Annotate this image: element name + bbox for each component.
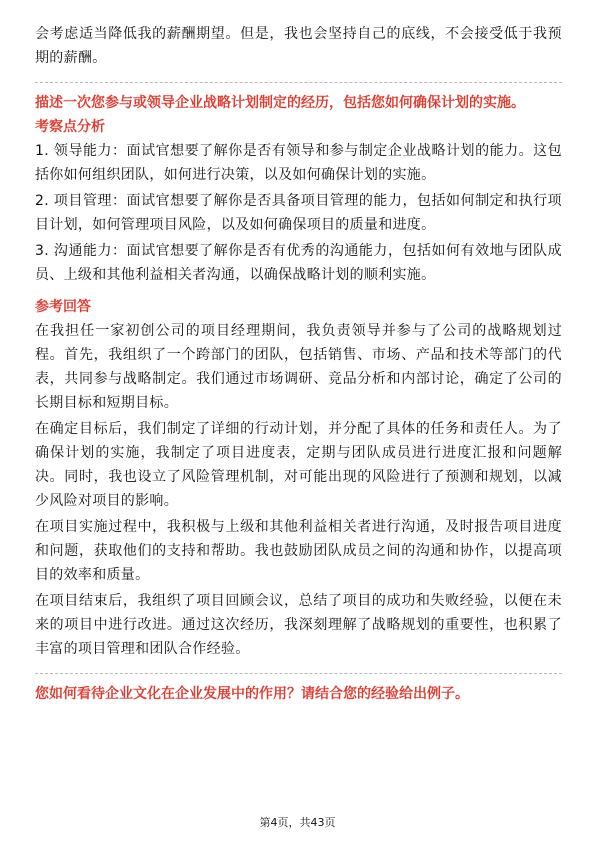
answer-heading: 参考回答 [35,299,91,315]
page-footer: 第4页，共43页 [259,816,336,829]
intro-paragraph: 会考虑适当降低我的薪酬期望。但是，我也会坚持自己的底线，不会接受低于我预期的薪酬。 [35,26,562,66]
question-2-title: 您如何看待企业文化在企业发展中的作用？请结合您的经验给出例子。 [35,686,469,702]
question-1-title: 描述一次您参与或领导企业战略计划制定的经历，包括您如何确保计划的实施。 [35,95,525,111]
section-divider-2 [35,673,562,674]
answer-paragraph-2: 在确定目标后，我们制定了详细的行动计划，并分配了具体的任务和责任人。为了确保计划的实施，我制定了项目进度表，定期与团队成员进行进度汇报和问题解决。同时，我也设立了风险管理机制，对可能出现的风险进行了预测和规划，以减少风险对项目的影响。 [35,421,562,509]
answer-paragraph-3: 在项目实施过程中，我积极与上级和其他利益相关者进行沟通，及时报告项目进度和问题，获取他们的支持和帮助。我也鼓励团队成员之间的沟通和协作，以提高项目的效率和质量。 [35,519,562,583]
analysis-point-1: 1. 领导能力：面试官想要了解你是否有领导和参与制定企业战略计划的能力。这包括你如何组织团队，如何进行决策，以及如何确保计划的实施。 [35,143,562,183]
analysis-point-3: 3. 沟通能力：面试官想要了解你是否有优秀的沟通能力，包括如何有效地与团队成员、上级和其他利益相关者沟通，以确保战略计划的顺利实施。 [35,243,562,283]
page-content [35,22,562,706]
section-divider-1 [35,82,562,83]
answer-paragraph-1: 在我担任一家初创公司的项目经理期间，我负责领导并参与了公司的战略规划过程。首先，我组织了一个跨部门的团队，包括销售、市场、产品和技术等部门的代表，共同参与战略制定。我们通过市场调研、竞品分析和内部讨论，确定了公司的长期目标和短期目标。 [35,323,562,411]
answer-paragraph-4: 在项目结束后，我组织了项目回顾会议，总结了项目的成功和失败经验，以便在未来的项目中进行改进。通过这次经历，我深刻理解了战略规划的重要性，也积累了丰富的项目管理和团队合作经验。 [35,593,562,657]
analysis-heading: 考察点分析 [35,119,105,135]
analysis-point-2: 2. 项目管理：面试官想要了解你是否具备项目管理的能力，包括如何制定和执行项目计划，如何管理项目风险，以及如何确保项目的质量和进度。 [35,193,562,233]
